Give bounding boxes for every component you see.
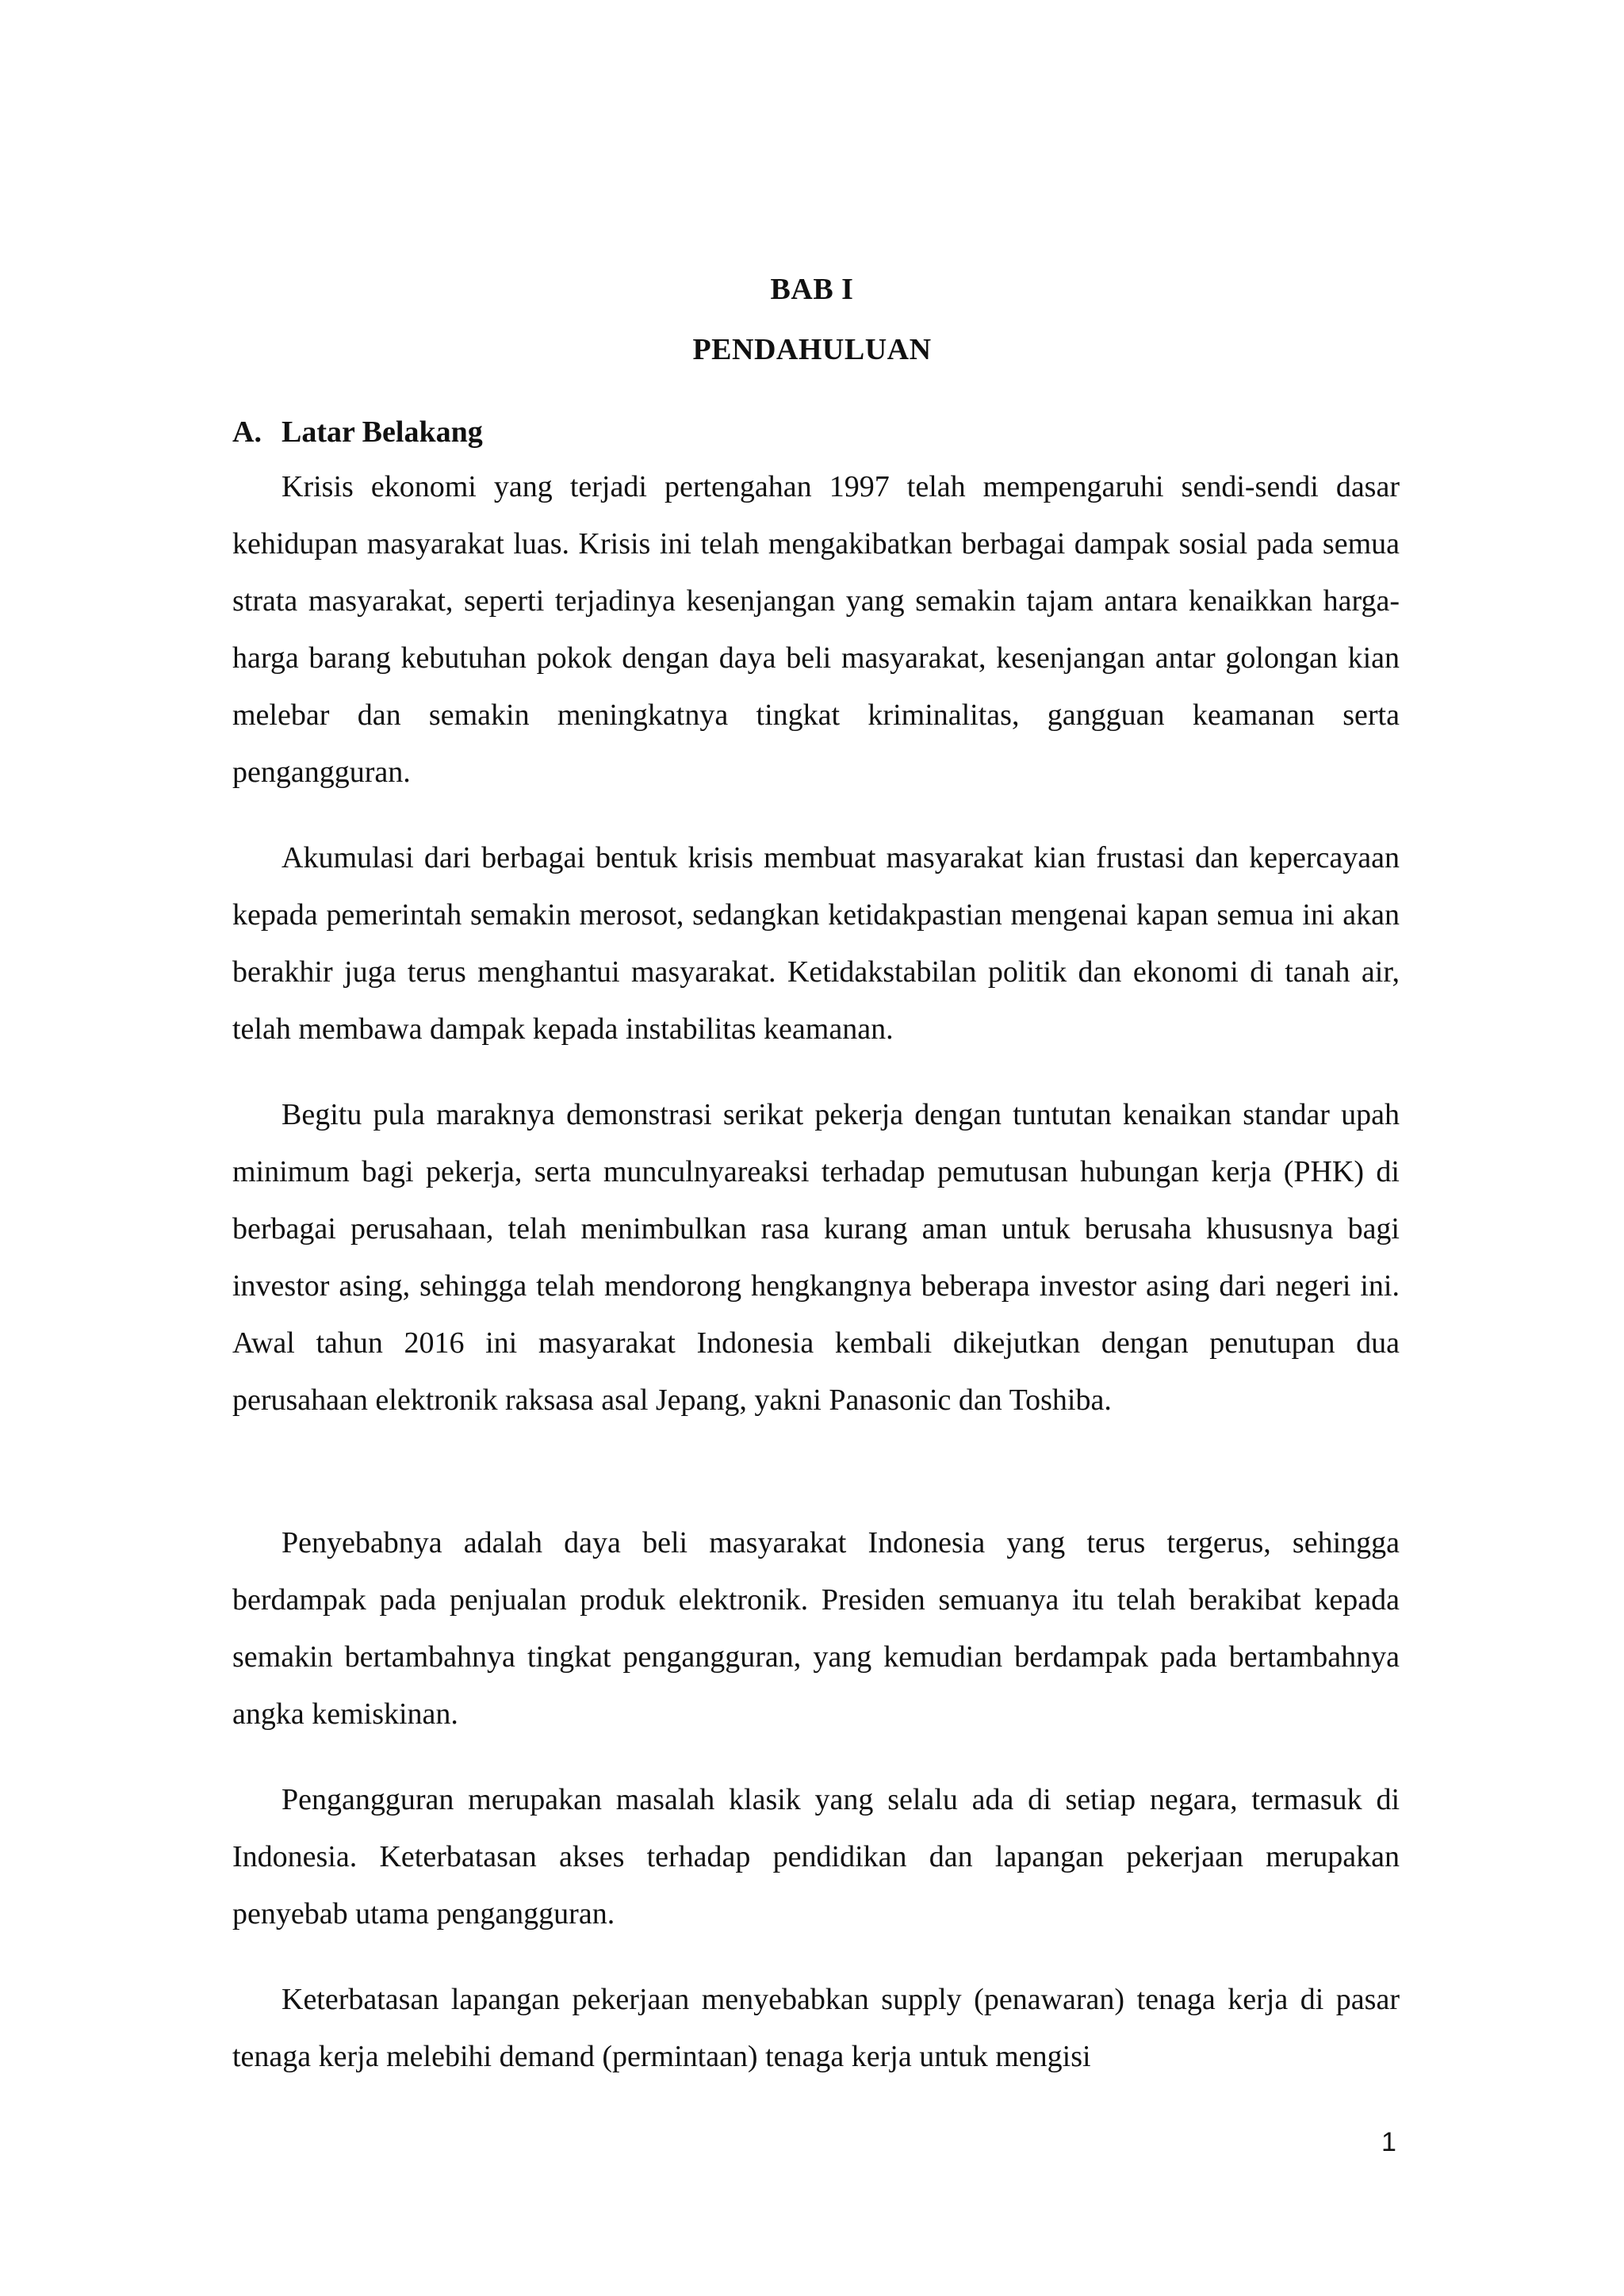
paragraph-1 — [232, 458, 1400, 801]
paragraph-3 — [232, 1086, 1400, 1429]
chapter-number: BAB I — [770, 273, 854, 306]
paragraph-text: Pengangguran merupakan masalah klasik yang selalu ada di setiap negara, termasuk di Indonesia. Keterbatasan akses terhadap pendidikan dan lapangan pekerjaan merupakan penyebab utama pengangguran. — [232, 1783, 1400, 1931]
paragraph-5 — [232, 1771, 1400, 1942]
section-title: Latar Belakang — [282, 415, 483, 449]
page-number: 1 — [1381, 2127, 1396, 2157]
chapter-title: PENDAHULUAN — [692, 333, 932, 366]
paragraph-6 — [232, 1971, 1400, 2085]
paragraph-text: Krisis ekonomi yang terjadi pertengahan 1997 telah mempengaruhi sendi-sendi dasar kehidupan masyarakat luas. Krisis ini telah mengakibatkan berbagai dampak sosial pada semua strata masyarakat, seperti terjadinya kesenjangan yang semakin tajam antara kenaikkan harga-harga barang kebutuhan pokok dengan daya beli masyarakat, kesenjangan antar golongan kian melebar dan semakin meningkatnya tingkat kriminalitas, gangguan keamanan serta pengangguran. — [232, 470, 1400, 789]
paragraph-text: Penyebabnya adalah daya beli masyarakat Indonesia yang terus tergerus, sehingga berdampak pada penjualan produk elektronik. Presiden semuanya itu telah berakibat kepada semakin bertambahnya tingkat pengangguran, yang kemudian berdampak pada bertambahnya angka kemiskinan. — [232, 1526, 1400, 1731]
section-heading — [232, 414, 483, 450]
section-letter: A. — [232, 415, 262, 449]
paragraph-text: Keterbatasan lapangan pekerjaan menyebabkan supply (penawaran) tenaga kerja di pasar tenaga kerja melebihi demand (permintaan) tenaga kerja untuk mengisi — [232, 1983, 1400, 2073]
paragraph-text: Begitu pula maraknya demonstrasi serikat pekerja dengan tuntutan kenaikan standar upah minimum bagi pekerja, serta munculnyareaksi terhadap pemutusan hubungan kerja (PHK) di berbagai perusahaan, telah menimbulkan rasa kurang aman untuk berusaha khususnya bagi investor asing, sehingga telah mendorong hengkangnya beberapa investor asing dari negeri ini. Awal tahun 2016 ini masyarakat Indonesia kembali dikejutkan dengan penutupan dua perusahaan elektronik raksasa asal Jepang, yakni Panasonic dan Toshiba. — [232, 1098, 1400, 1417]
paragraph-4 — [232, 1514, 1400, 1743]
paragraph-2 — [232, 829, 1400, 1058]
paragraph-text: Akumulasi dari berbagai bentuk krisis membuat masyarakat kian frustasi dan kepercayaan kepada pemerintah semakin merosot, sedangkan ketidakpastian mengenai kapan semua ini akan berakhir juga terus menghantui masyarakat. Ketidakstabilan politik dan ekonomi di tanah air, telah membawa dampak kepada instabilitas keamanan. — [232, 841, 1400, 1046]
